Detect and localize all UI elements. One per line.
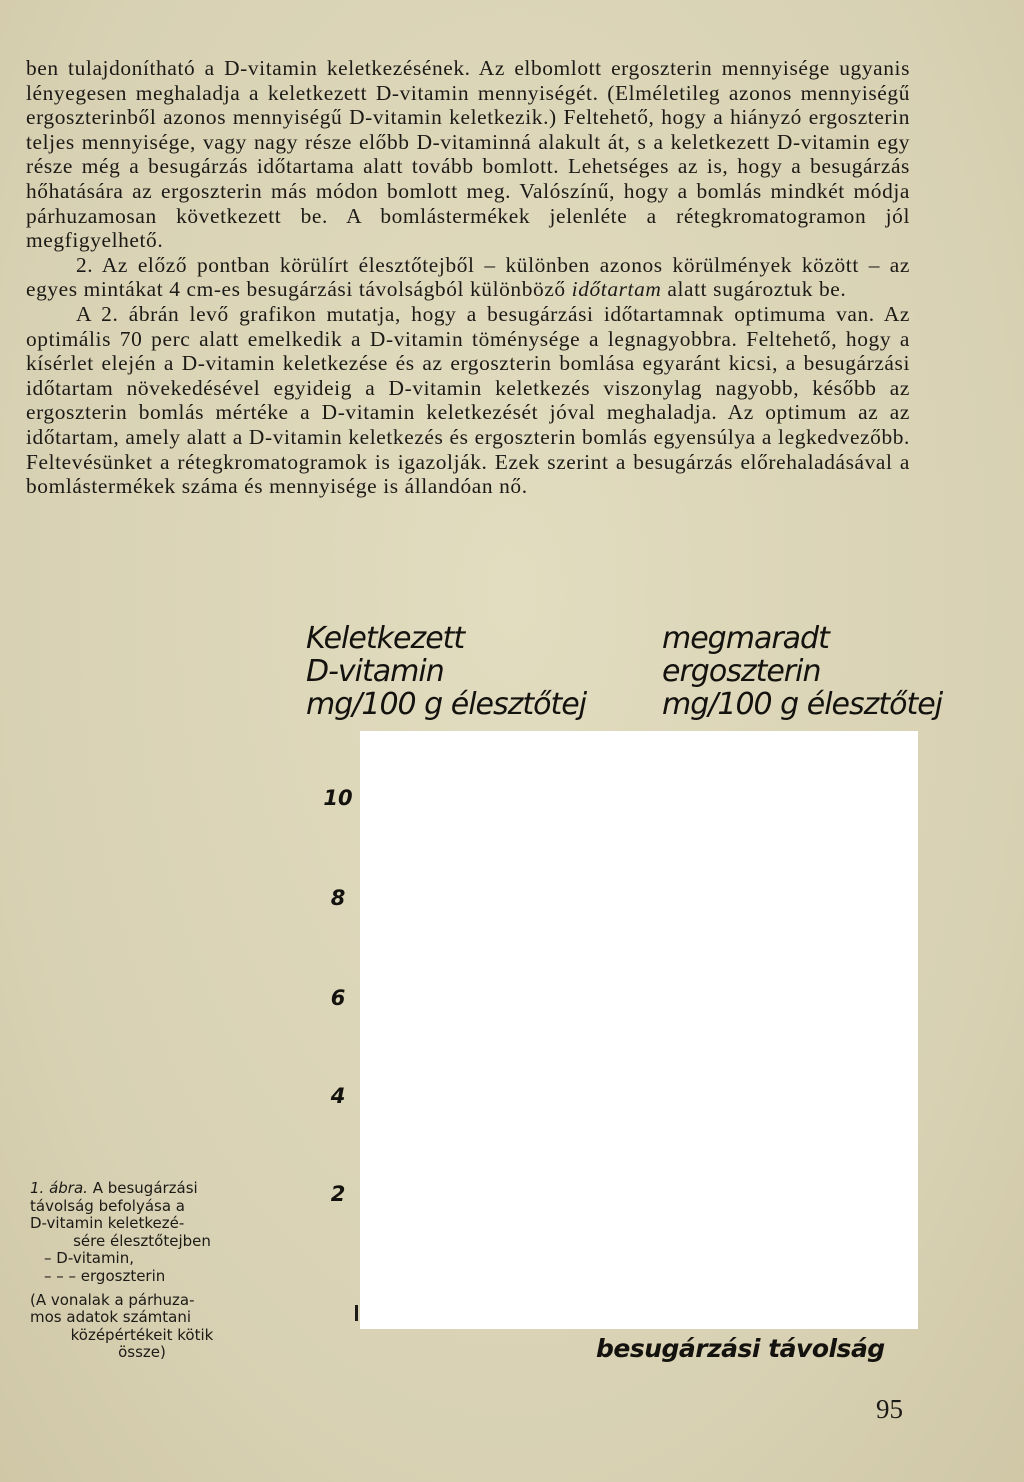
caption-line-2: távolság befolyása a	[30, 1196, 186, 1215]
paragraph-3: A 2. ábrán levő grafikon mutatja, hogy a besugárzási időtartamnak optimuma van. Az optimális 70 perc alatt emelkedik a D-vitamin töménysége a legnagyobbra. Feltehető, hogy a kísérlet elején a D-vitamin keletkezése és az ergoszterin bomlása egyaránt kicsi, a besugárzási időtartam növekedésével egyideig a D-vitamin keletkezés viszonylag nagyobb, később az ergoszterin bomlás mértéke a D-vitamin keletkezését jóval meghaladja. Az optimum az az időtartam, amely alatt a D-vitamin keletkezés és ergoszterin bomlás egyensúlya a legkedvezőbb. Feltevésünket a rétegkromatogramok is igazolják. Ezek szerint a besugárzás előrehaladásával a bomlástermékek száma és mennyisége is állandóan nő.	[26, 301, 910, 499]
y-tick-2: 2	[330, 1182, 346, 1206]
caption-line-1	[30, 1180, 254, 1198]
caption-line-4: sére élesztőtejben	[73, 1231, 211, 1250]
page-number: 95	[876, 1394, 903, 1424]
right-axis-line-1: megmaradt	[662, 621, 829, 656]
left-axis-line-1: Keletkezett	[306, 621, 465, 656]
y-tick-8: 8	[330, 886, 346, 910]
left-axis-title	[306, 622, 596, 721]
y-tick-10: 10	[323, 786, 353, 810]
x-axis-label: besugárzási távolság	[596, 1334, 885, 1363]
y-tick-6: 6	[330, 986, 346, 1010]
caption-line-8: mos adatok számtani	[30, 1308, 192, 1327]
paragraph-2-start: 2. Az előző pontban körülírt élesztőtejből – különben azonos körülmények között – az egyes mintákat 4 cm-es besugárzási távolságból különböző	[26, 252, 910, 302]
right-axis-line-2: ergoszterin	[662, 654, 821, 689]
left-axis-line-3: mg/100 g élesztőtej	[306, 687, 587, 722]
left-axis-line-2: D-vitamin	[306, 654, 444, 689]
caption-line-1-rest: A besugárzási	[87, 1179, 198, 1197]
figure-caption	[30, 1180, 254, 1362]
y-tick-4: 4	[330, 1084, 346, 1108]
caption-line-10: össze)	[118, 1343, 166, 1362]
right-axis-title	[662, 622, 952, 721]
caption-legend-dvitamin: – D-vitamin,	[44, 1249, 134, 1268]
right-axis-line-3: mg/100 g élesztőtej	[662, 687, 943, 722]
caption-line-3: D-vitamin keletkezé-	[30, 1214, 185, 1233]
paragraph-2	[26, 253, 910, 302]
caption-line-7: (A vonalak a párhuza-	[30, 1290, 195, 1309]
caption-line-9: középértékeit kötik	[70, 1325, 214, 1344]
paragraph-1: ben tulajdonítható a D-vitamin keletkezésének. Az elbomlott ergoszterin mennyisége ugyanis lényegesen meghaladja a keletkezett D-vitamin mennyiségét. (Elméletileg azonos mennyiségű ergoszterinből azonos mennyiségű D-vitamin keletkezik.) Feltehető, hogy a hiányzó ergoszterin teljes mennyisége, vagy nagy része előbb D-vitaminná alakult át, s a keletkezett D-vitamin egy része még a besugárzás időtartama alatt tovább bomlott. Lehetséges az is, hogy a besugárzás hőhatására az ergoszterin más módon bomlott meg. Valószínű, hogy a bomlás mindkét módja párhuzamosan következett be. A bomlástermékek jelenléte a rétegkromatogramon jól megfigyelhető.	[26, 56, 910, 253]
caption-legend-ergoszterin: – – – ergoszterin	[44, 1266, 166, 1285]
plot-area-redacted	[360, 731, 918, 1329]
caption-figure-number: 1. ábra.	[30, 1179, 88, 1197]
body-text	[26, 56, 910, 499]
paragraph-2-end: alatt sugároztuk be.	[661, 277, 847, 302]
y-tick-zero-mark	[355, 1305, 358, 1321]
paragraph-2-italic: időtartam	[571, 277, 662, 302]
